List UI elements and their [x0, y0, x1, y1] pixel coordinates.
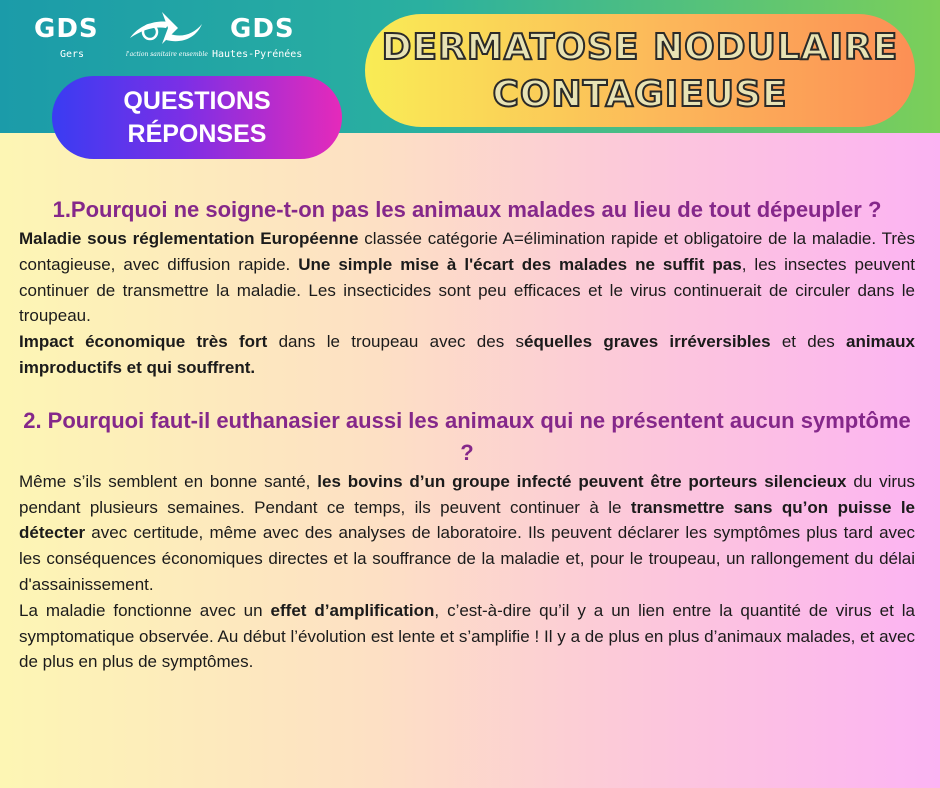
logo-right-sub: Hautes-Pyrénées — [212, 49, 303, 60]
body-text: , c’est-à-dire qu’il y a un lien entre la quantité de virus et la symptomatique observée. Au début l’évolution est lente et s’amplifie ! Il y a de plus en plus d’animaux malades, et avec de plus en plus de symptômes. — [19, 600, 915, 672]
body-text: , les insectes peuvent continuer de transmettre la maladie. Les insecticides sont peu efficaces et le virus continuerait de circuler dans le troupeau. — [19, 254, 915, 326]
body-text: La maladie fonctionne avec un — [19, 600, 271, 620]
body-text: classée catégorie A=élimination rapide et obligatoire de la maladie. Très contagieuse, avec diffusion rapide. — [19, 229, 915, 274]
body-text: et des — [770, 332, 846, 352]
logo-right-name: GDS — [230, 14, 295, 44]
emphasis-text: équelles graves irréversibles — [524, 332, 771, 352]
body-text: Même s’ils semblent en bonne santé, — [19, 471, 318, 491]
question-1-heading: 1.Pourquoi ne soigne-t-on pas les animaux malades au lieu de tout dépeupler ? — [52, 197, 882, 222]
emphasis-text: les bovins d’un groupe infecté peuvent être porteurs silencieux — [317, 471, 847, 491]
badge-line2: RÉPONSES — [127, 119, 267, 148]
section-spacer — [19, 381, 915, 405]
logo-left-sub: Gers — [60, 49, 85, 60]
title-line2: CONTAGIEUSE — [492, 73, 788, 115]
answer-2-paragraph-2 — [19, 598, 915, 675]
emphasis-text: animaux improductifs et qui souffrent. — [19, 332, 915, 377]
faq-content — [19, 194, 915, 675]
emphasis-text: Maladie sous réglementation Européenne — [19, 229, 359, 248]
answer-1-paragraph-1 — [19, 226, 915, 329]
logo-left-name: GDS — [34, 14, 99, 44]
answer-1-paragraph-2 — [19, 329, 915, 381]
emphasis-text: Impact économique très fort — [19, 332, 268, 352]
title-line1: DERMATOSE NODULAIRE — [381, 26, 899, 68]
answer-2-paragraph-1 — [19, 469, 915, 598]
questions-reponses-badge — [52, 76, 342, 159]
body-text: dans le troupeau avec des s — [267, 332, 525, 352]
emphasis-text: Une simple mise à l'écart des malades ne suffit pas — [298, 254, 742, 274]
emphasis-text: transmettre sans qu’on puisse le détecter — [19, 497, 915, 543]
gds-logo — [34, 8, 334, 68]
badge-line1: QUESTIONS — [123, 86, 271, 115]
page-title — [365, 14, 915, 127]
body-text: avec certitude, même avec des analyses de laboratoire. Ils peuvent déclarer les symptômes plus tard avec les conséquences économiques directes et la souffrance de la maladie et, pour le troupeau, un rallongement du délai d'assainissement. — [19, 523, 915, 594]
question-2-heading: 2. Pourquoi faut-il euthanasier aussi les animaux qui ne présentent aucun symptôme ? — [23, 407, 911, 465]
gds-swoosh-icon — [126, 8, 206, 52]
logo-tagline: l'action sanitaire ensemble — [126, 51, 208, 58]
emphasis-text: effet d’amplification — [270, 600, 435, 620]
body-text: du virus pendant plusieurs semaines. Pendant ce temps, ils peuvent continuer à le — [19, 471, 916, 517]
